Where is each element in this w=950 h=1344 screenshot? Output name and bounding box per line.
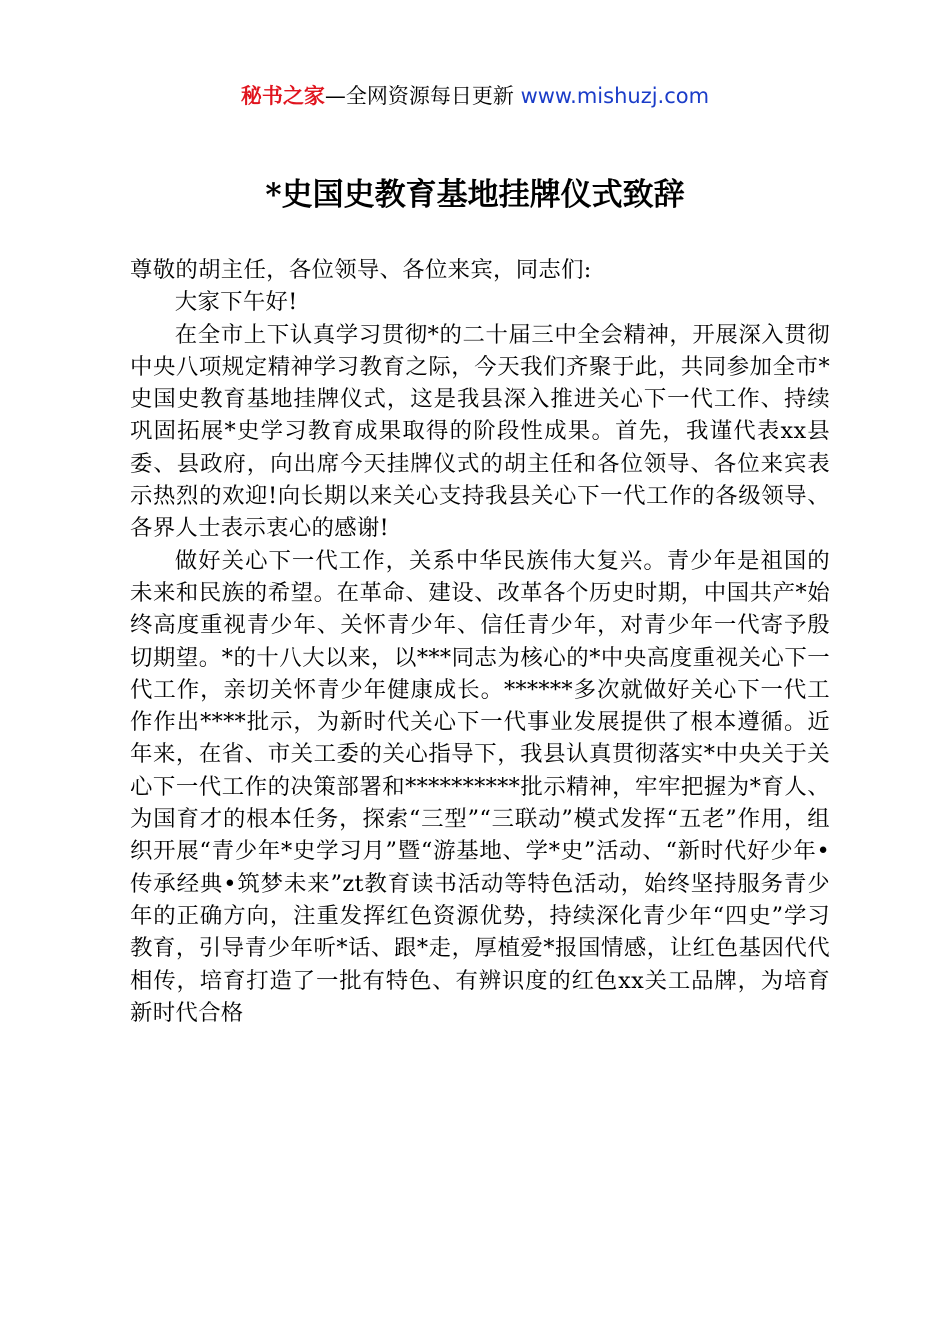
site-header [0,82,950,110]
document-body [130,254,830,1029]
paragraph-greeting: 大家下午好! [174,289,298,316]
site-brand: 秘书之家 [240,84,325,108]
paragraph-main: 做好关心下一代工作，关系中华民族伟大复兴。青少年是祖国的未来和民族的希望。在革命、建设、改革各个历史时期，中国共产*始终高度重视青少年、关怀青少年、信任青少年，对青少年一代寄予殷切期望。*的十八大以来，以***同志为核心的*中央高度重视关心下一代工作，亲切关怀青少年健康成长。******多次就做好关心下一代工作作出****批示，为新时代关心下一代事业发展提供了根本遵循。近年来，在省、市关工委的关心指导下，我县认真贯彻落实*中央关于关心下一代工作的决策部署和**********批示精神，牢牢把握为*育人、为国育才的根本任务，探索“三型”“三联动”模式发挥“五老”作用，组织开展“青少年*史学习月”暨“游基地、学*史”活动、“新时代好少年•传承经典•筑梦未来”zt教育读书活动等特色活动，始终坚持服务青少年的正确方向，注重发挥红色资源优势，持续深化青少年“四史”学习教育，引导青少年听*话、跟*走，厚植爱*报国情感，让红色基因代代相传，培育打造了一批有特色、有辨识度的红色xx关工品牌，为培育新时代合格 [130,547,830,1026]
salutation: 尊敬的胡主任，各位领导、各位来宾，同志们: [130,257,592,283]
paragraph-opening: 在全市上下认真学习贯彻*的二十届三中全会精神，开展深入贯彻中央八项规定精神学习教育之际，今天我们齐聚于此，共同参加全市*史国史教育基地挂牌仪式，这是我县深入推进关心下一代工作、持续巩固拓展*史学习教育成果取得的阶段性成果。首先，我谨代表xx县委、县政府，向出席今天挂牌仪式的胡主任和各位领导、各位来宾表示热烈的欢迎!向长期以来关心支持我县关心下一代工作的各级领导、各界人士表示衷心的感谢! [130,321,830,542]
document-title: *史国史教育基地挂牌仪式致辞 [265,177,685,213]
site-tagline: —全网资源每日更新 [324,84,521,108]
site-url-link[interactable]: www.mishuzj.com [520,84,710,108]
